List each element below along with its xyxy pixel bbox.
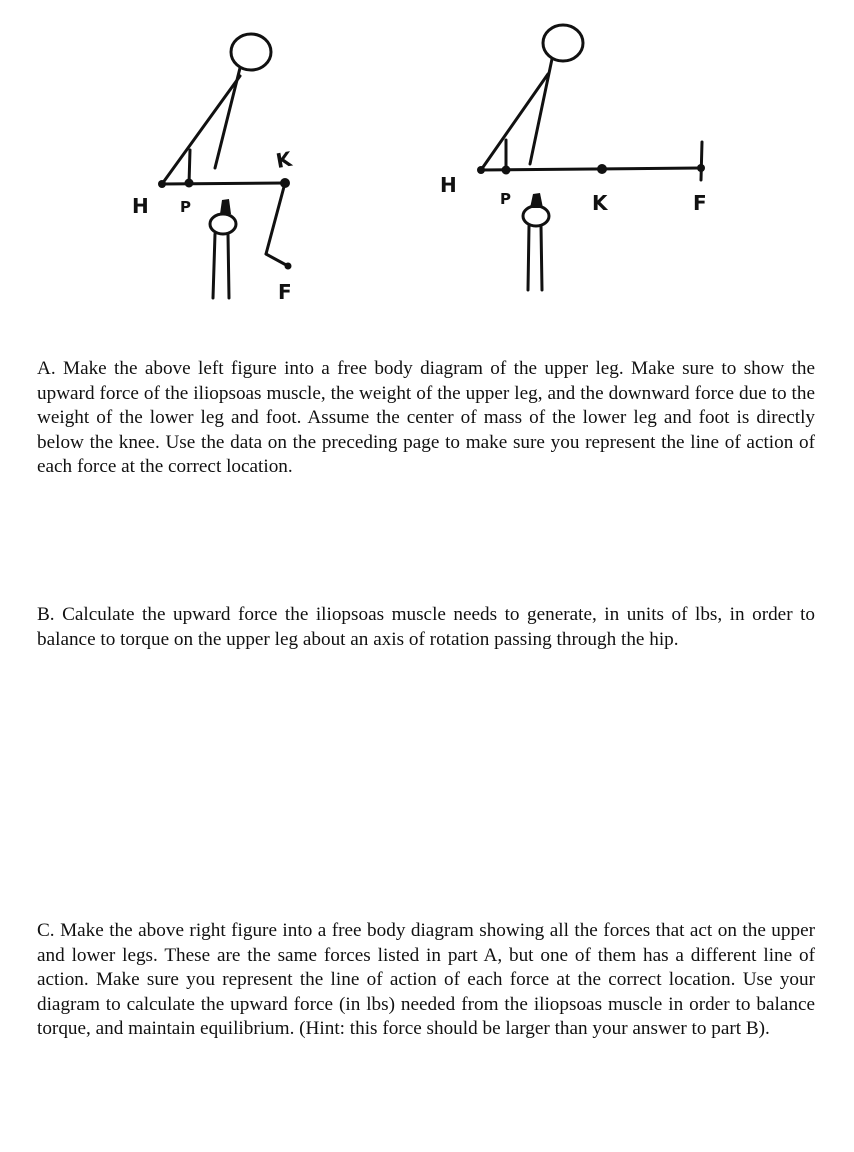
- left-head: [231, 34, 271, 70]
- right-label-knee: K: [592, 191, 608, 215]
- right-hip-dot: [477, 166, 485, 174]
- left-upper-leg: [162, 183, 285, 184]
- question-b-text: B. Calculate the upward force the iliopsoas muscle needs to generate, in units of lbs, in order to balance to torque on the upper leg about an axis of rotation passing through the hip.: [37, 604, 815, 650]
- left-label-p: P: [180, 198, 191, 216]
- left-foot-dot: [285, 263, 292, 270]
- right-knee-dot: [597, 164, 607, 174]
- left-post-line-2: [228, 234, 229, 298]
- right-p-dot: [502, 166, 511, 175]
- right-label-p: P: [500, 190, 511, 208]
- right-head: [543, 25, 583, 61]
- question-c-text: C. Make the above right figure into a free body diagram showing all the forces that act on the upper and lower legs. These are the same forces listed in part A, but one of them has a different line of action. Make sure you represent the line of action of each force at the correct location. Use your diagram to calculate the upward force (in lbs) needed from the iliopsoas muscle in order to balance torque, and maintain equilibrium. (Hint: this force should be larger than your answer to part B).: [37, 920, 815, 1040]
- left-fulcrum-cap: [220, 199, 231, 214]
- right-foot-dot: [697, 164, 705, 172]
- left-fulcrum-circle: [210, 214, 236, 234]
- figures-area: [0, 0, 854, 320]
- right-leg: [481, 168, 700, 170]
- left-figure: [132, 34, 295, 304]
- right-fulcrum-circle: [523, 206, 549, 226]
- left-label-knee: K: [274, 146, 294, 174]
- left-p-dot: [185, 179, 194, 188]
- right-post-line-1: [528, 226, 529, 290]
- left-hip-dot: [158, 180, 166, 188]
- left-muscle-line: [162, 76, 240, 184]
- question-a-text: A. Make the above left figure into a free body diagram of the upper leg. Make sure to show the upward force of the iliopsoas muscle, the weight of the upper leg, and the downward force due to the weight of the lower leg and foot. Assume the center of mass of the lower leg and foot is directly below the knee. Use the data on the preceding page to make sure you represent the line of action of each force at the correct location.: [37, 358, 815, 478]
- right-foot-tick: [701, 142, 702, 180]
- left-foot: [266, 254, 288, 266]
- left-post-line-1: [213, 234, 215, 298]
- left-knee-dot: [280, 178, 290, 188]
- right-figure: [440, 25, 707, 290]
- leg-sketches: [0, 0, 854, 320]
- right-label-foot: F: [693, 191, 707, 215]
- left-label-foot: F: [278, 280, 292, 304]
- right-label-hip: H: [440, 173, 457, 197]
- left-lower-leg: [266, 183, 285, 254]
- right-post-line-2: [541, 226, 542, 290]
- left-label-hip: H: [132, 194, 149, 218]
